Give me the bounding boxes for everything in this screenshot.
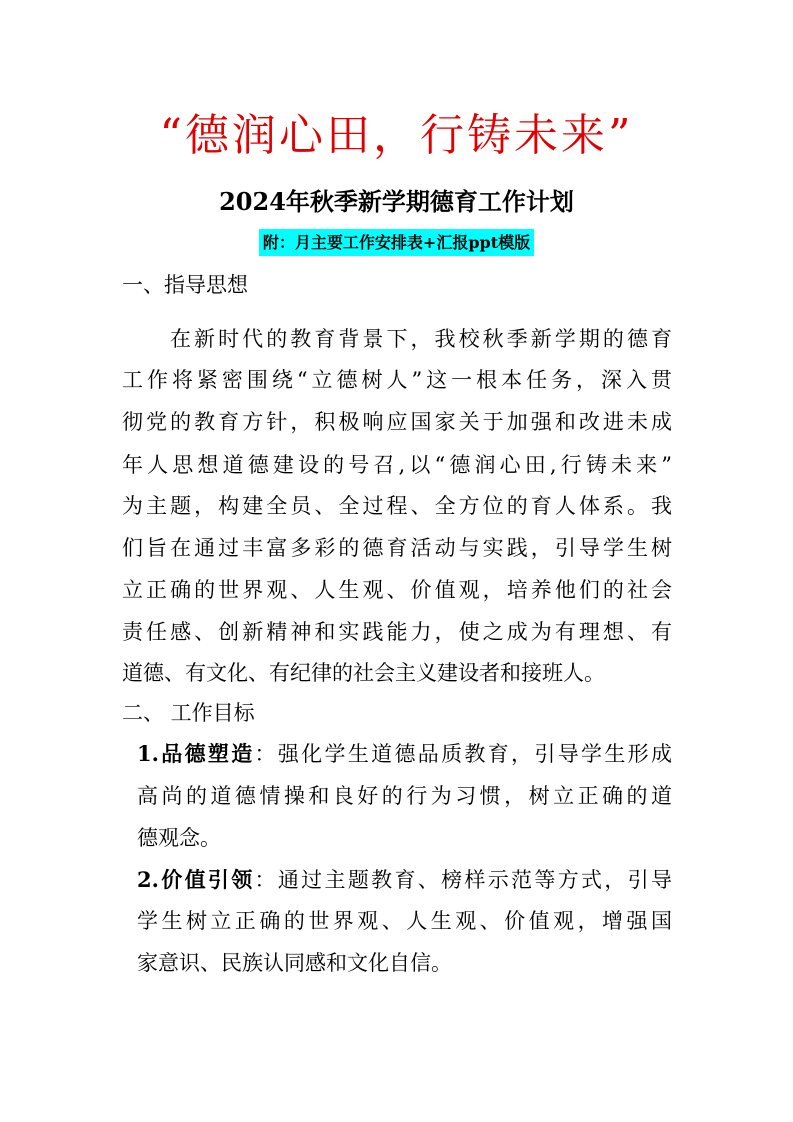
goal-item-1 [137, 738, 672, 770]
section-heading-work-goals: 二、 工作目标 [122, 701, 255, 725]
goal-item-2 [137, 864, 672, 896]
paragraph-line: 为主题，构建全员、全过程、全方位的育人体系。我 [122, 494, 672, 518]
paragraph-line: 彻党的教育方针，积极响应国家关于加强和改进未成 [122, 410, 672, 434]
sub-title: 2024年秋季新学期德育工作计划 [219, 187, 574, 216]
paragraph-line: 年人思想道德建设的号召,以“德润心田,行铸未来” [122, 453, 672, 477]
appendix-highlight: 附：月主要工作安排表+汇报ppt模版 [259, 229, 534, 256]
paragraph-line: 责任感、创新精神和实践能力，使之成为有理想、有 [122, 620, 672, 644]
goal-line: 高尚的道德情操和良好的行为习惯，树立正确的道 [137, 784, 672, 808]
goal-text: ：通过主题教育、榜样示范等方式，引导 [254, 868, 672, 892]
paragraph-line: 道德、有文化、有纪律的社会主义建设者和接班人。 [122, 661, 605, 685]
goal-text: ：强化学生道德品质教育，引导学生形成 [254, 742, 672, 766]
paragraph-line: 工作将紧密围绕“立德树人”这一根本任务，深入贯 [122, 368, 672, 392]
goal-line: 德观念。 [137, 826, 221, 850]
goal-title: 1.品德塑造 [137, 741, 255, 766]
goal-line: 家意识、民族认同感和文化自信。 [137, 951, 452, 975]
paragraph-line: 立正确的世界观、人生观、价值观，培养他们的社会 [122, 578, 672, 602]
main-title: “德润心田，行铸未来” [159, 110, 634, 161]
section-heading-guiding-thought: 一、指导思想 [122, 273, 248, 297]
appendix-row [0, 229, 793, 256]
goal-title: 2.价值引领 [137, 867, 255, 892]
paragraph-line: 在新时代的教育背景下，我校秋季新学期的德育 [170, 327, 672, 351]
paragraph-line: 们旨在通过丰富多彩的德育活动与实践，引导学生树 [122, 536, 672, 560]
goal-line: 学生树立正确的世界观、人生观、价值观，增强国 [137, 909, 672, 933]
